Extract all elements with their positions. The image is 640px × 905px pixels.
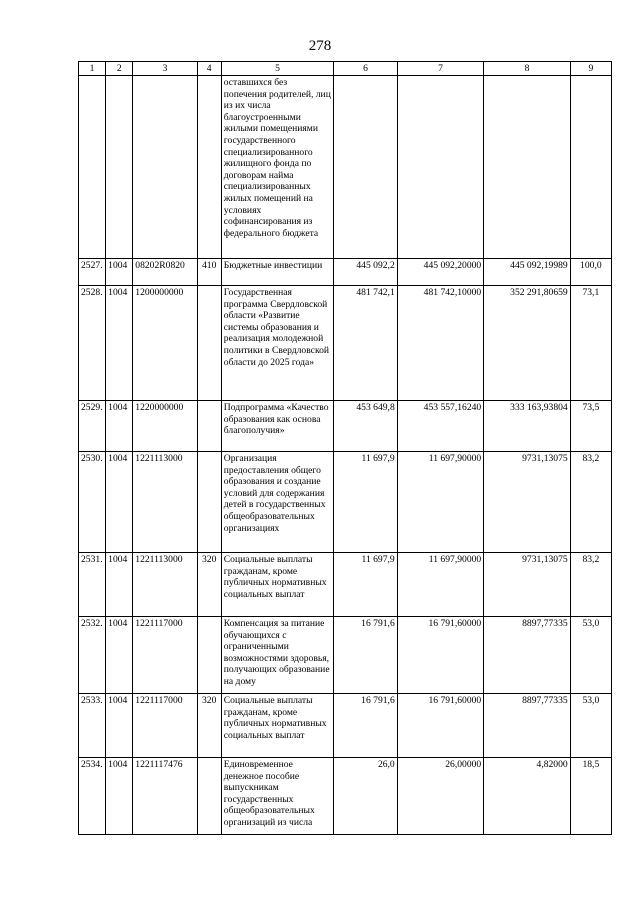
item-name: Социальные выплаты гражданам, кроме публичных нормативных социальных выплат <box>221 553 334 617</box>
column-header: 6 <box>334 62 397 76</box>
planned-amount: 11 697,9 <box>334 553 397 617</box>
expense-type-code <box>197 617 221 694</box>
target-article-code: 1200000000 <box>133 286 197 401</box>
target-article-code: 08202R0820 <box>133 259 197 286</box>
item-name: Бюджетные инвестиции <box>221 259 334 286</box>
table-row <box>79 259 612 286</box>
execution-percent: 83,2 <box>570 553 611 617</box>
target-article-code: 1220000000 <box>133 401 197 452</box>
expense-type-code <box>197 758 221 835</box>
section-code: 1004 <box>106 617 133 694</box>
row-number: 2529. <box>79 401 106 452</box>
planned-amount: 26,0 <box>334 758 397 835</box>
row-number: 2530. <box>79 452 106 553</box>
item-name: Единовременное денежное пособие выпускникам государственных общеобразовательных организаций из числа <box>221 758 334 835</box>
execution-percent: 53,0 <box>570 617 611 694</box>
item-name: Подпрограмма «Качество образования как основа благополучия» <box>221 401 334 452</box>
expense-type-code <box>197 452 221 553</box>
item-name: Компенсация за питание обучающихся с ограниченными возможностями здоровья, получающих образование на дому <box>221 617 334 694</box>
item-name: Социальные выплаты гражданам, кроме публичных нормативных социальных выплат <box>221 694 334 758</box>
item-name: оставшихся без попечения родителей, лиц из их числа благоустроенными жилыми помещениями государственного специализированного жилищного фонда по договорам найма специализированных жилых помещений на условиях софинансирования из федерального бюджета <box>221 76 334 259</box>
executed-amount: 8897,77335 <box>484 617 570 694</box>
table-row <box>79 286 612 401</box>
target-article-code: 1221113000 <box>133 553 197 617</box>
execution-percent: 83,2 <box>570 452 611 553</box>
executed-amount: 4,82000 <box>484 758 570 835</box>
adjusted-amount: 481 742,10000 <box>397 286 483 401</box>
table-row <box>79 617 612 694</box>
adjusted-amount: 16 791,60000 <box>397 694 483 758</box>
column-header: 2 <box>106 62 133 76</box>
column-header: 5 <box>221 62 334 76</box>
section-code: 1004 <box>106 452 133 553</box>
execution-percent: 100,0 <box>570 259 611 286</box>
expense-type-code <box>197 76 221 259</box>
table-row <box>79 76 612 259</box>
execution-percent: 73,1 <box>570 286 611 401</box>
section-code: 1004 <box>106 286 133 401</box>
target-article-code: 1221113000 <box>133 452 197 553</box>
item-name: Государственная программа Свердловской области «Развитие системы образования и реализация молодежной политики в Свердловской области до 2025 года» <box>221 286 334 401</box>
column-header: 9 <box>570 62 611 76</box>
expense-type-code <box>197 401 221 452</box>
table-row <box>79 758 612 835</box>
target-article-code: 1221117000 <box>133 617 197 694</box>
executed-amount: 9731,13075 <box>484 553 570 617</box>
column-header: 4 <box>197 62 221 76</box>
expense-type-code <box>197 286 221 401</box>
page-number: 278 <box>308 38 332 54</box>
section-code: 1004 <box>106 401 133 452</box>
expense-type-code: 320 <box>197 553 221 617</box>
planned-amount: 453 649,8 <box>334 401 397 452</box>
section-code: 1004 <box>106 758 133 835</box>
planned-amount: 481 742,1 <box>334 286 397 401</box>
executed-amount: 8897,77335 <box>484 694 570 758</box>
adjusted-amount: 26,00000 <box>397 758 483 835</box>
adjusted-amount: 453 557,16240 <box>397 401 483 452</box>
table-row <box>79 694 612 758</box>
adjusted-amount: 11 697,90000 <box>397 553 483 617</box>
row-number: 2532. <box>79 617 106 694</box>
row-number: 2531. <box>79 553 106 617</box>
executed-amount: 352 291,80659 <box>484 286 570 401</box>
column-header: 7 <box>397 62 483 76</box>
table-row <box>79 401 612 452</box>
table-row <box>79 553 612 617</box>
adjusted-amount: 11 697,90000 <box>397 452 483 553</box>
row-number: 2533. <box>79 694 106 758</box>
item-name: Организация предоставления общего образования и создание условий для содержания детей в государственных общеобразовательных организациях <box>221 452 334 553</box>
table-row <box>79 452 612 553</box>
column-header: 8 <box>484 62 570 76</box>
planned-amount: 445 092,2 <box>334 259 397 286</box>
target-article-code: 1221117476 <box>133 758 197 835</box>
expense-type-code: 320 <box>197 694 221 758</box>
executed-amount <box>484 76 570 259</box>
budget-table <box>78 61 612 835</box>
row-number: 2528. <box>79 286 106 401</box>
execution-percent: 18,5 <box>570 758 611 835</box>
executed-amount: 445 092,19989 <box>484 259 570 286</box>
execution-percent: 73,5 <box>570 401 611 452</box>
row-number: 2534. <box>79 758 106 835</box>
planned-amount: 11 697,9 <box>334 452 397 553</box>
executed-amount: 333 163,93804 <box>484 401 570 452</box>
section-code: 1004 <box>106 553 133 617</box>
adjusted-amount: 445 092,20000 <box>397 259 483 286</box>
expense-type-code: 410 <box>197 259 221 286</box>
executed-amount: 9731,13075 <box>484 452 570 553</box>
column-number-row <box>79 62 612 76</box>
target-article-code <box>133 76 197 259</box>
target-article-code: 1221117000 <box>133 694 197 758</box>
section-code: 1004 <box>106 259 133 286</box>
row-number <box>79 76 106 259</box>
execution-percent: 53,0 <box>570 694 611 758</box>
adjusted-amount <box>397 76 483 259</box>
column-header: 1 <box>79 62 106 76</box>
section-code: 1004 <box>106 694 133 758</box>
column-header: 3 <box>133 62 197 76</box>
execution-percent <box>570 76 611 259</box>
adjusted-amount: 16 791,60000 <box>397 617 483 694</box>
row-number: 2527. <box>79 259 106 286</box>
section-code <box>106 76 133 259</box>
planned-amount <box>334 76 397 259</box>
planned-amount: 16 791,6 <box>334 617 397 694</box>
planned-amount: 16 791,6 <box>334 694 397 758</box>
